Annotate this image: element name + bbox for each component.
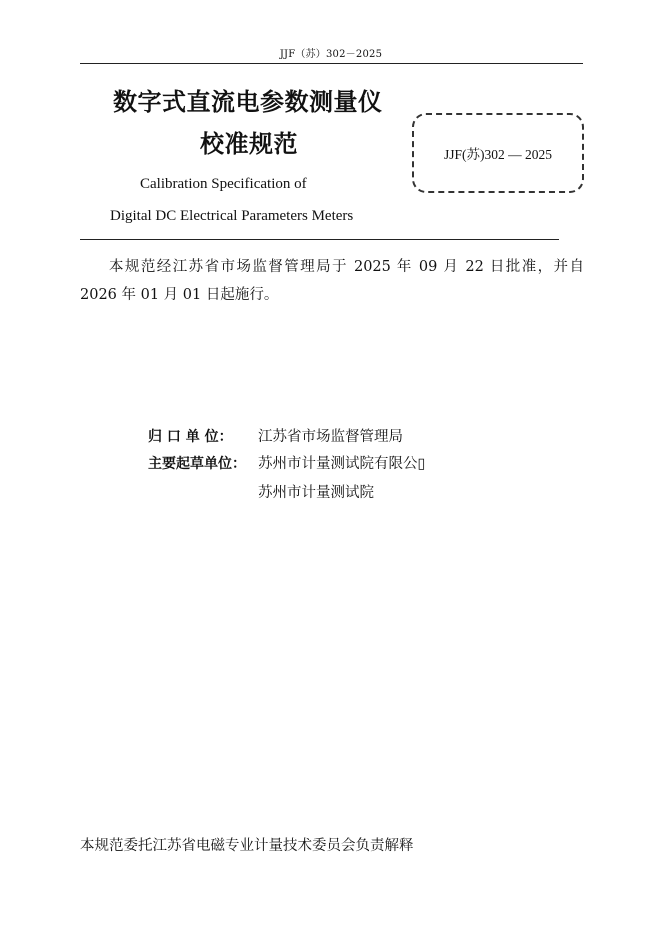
title-divider xyxy=(80,239,559,240)
responsible-unit-label: 归 口 单 位： xyxy=(148,429,233,445)
drafting-unit-value-2: 苏州市计量测试院 xyxy=(258,485,374,501)
specification-code: JJF(苏)302 — 2025 xyxy=(443,147,552,162)
header-code: JJF（苏）302－2025 xyxy=(279,49,383,60)
header-divider xyxy=(80,63,583,64)
drafting-unit-value-1: 苏州市计量测试院有限公▯ xyxy=(258,456,426,472)
approval-paragraph: 本规范经江苏省市场监督管理局于 2025 年 09 月 22 日批准，并自 2026 年 01 月 01 日起施行。 xyxy=(80,259,584,303)
responsible-unit-row xyxy=(148,425,403,446)
drafting-unit-row xyxy=(148,452,425,473)
responsible-unit-value: 江苏省市场监督管理局 xyxy=(258,429,403,445)
drafting-unit-label: 主要起草单位： xyxy=(148,456,246,472)
english-title-line1: Calibration Specification of xyxy=(140,176,307,192)
document-subtitle: 校准规范 xyxy=(200,130,298,158)
specification-code-box xyxy=(412,113,584,193)
document-title: 数字式直流电参数测量仪 xyxy=(113,88,383,116)
interpretation-note: 本规范委托江苏省电磁专业计量技术委员会负责解释 xyxy=(80,838,414,854)
drafting-unit-row-2 xyxy=(148,481,374,502)
english-title-line2: Digital DC Electrical Parameters Meters xyxy=(110,208,354,224)
